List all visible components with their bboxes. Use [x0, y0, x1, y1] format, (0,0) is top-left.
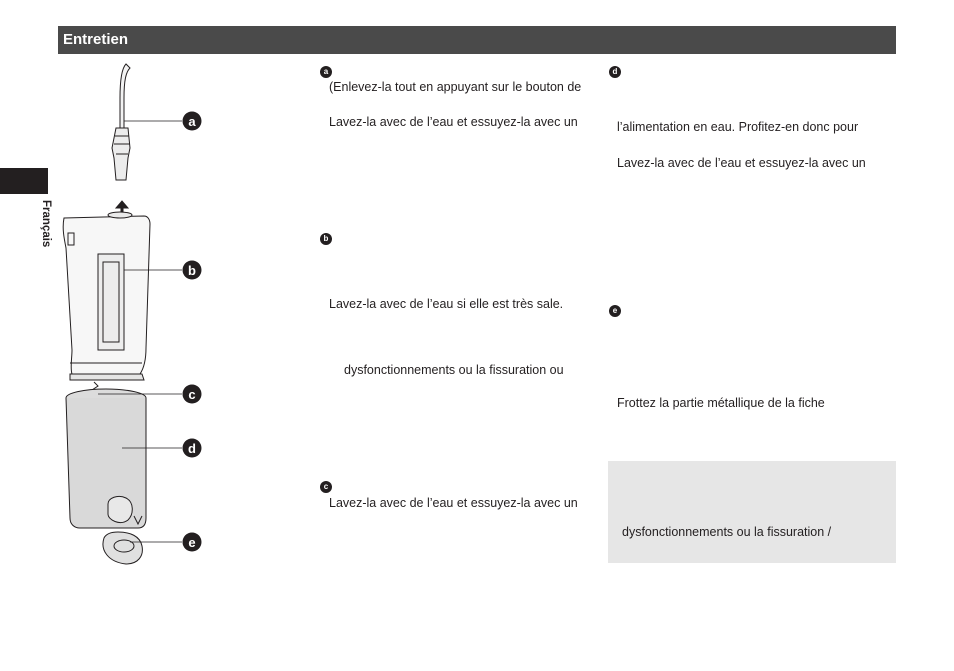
- nozzle: [120, 64, 130, 128]
- callout-b-label: b: [188, 263, 196, 278]
- water-tank: [66, 398, 146, 528]
- text-a-line2: Lavez-la avec de l’eau et essuyez-la avec un: [329, 115, 578, 129]
- handle-cap: [70, 374, 144, 380]
- language-tab-label: Français: [40, 200, 52, 248]
- badge-c: c: [320, 481, 332, 493]
- power-plug-cover: [103, 532, 142, 564]
- text-b-line1: Lavez-la avec de l’eau si elle est très sale.: [329, 297, 564, 311]
- callout-a-label: a: [188, 114, 196, 129]
- language-tab-marker: [0, 168, 48, 194]
- section-header: [58, 26, 896, 54]
- callout-d-label: d: [188, 441, 196, 456]
- text-e-line1: Frottez la partie métallique de la fiche: [617, 396, 825, 410]
- badge-e: e: [609, 305, 621, 317]
- water-flosser-illustration: [58, 58, 218, 578]
- badge-a: a: [320, 66, 332, 78]
- note-box: [608, 461, 896, 563]
- text-a-line1: (Enlevez-la tout en appuyant sur le bouton de: [329, 80, 582, 94]
- badge-b: b: [320, 233, 332, 245]
- text-d-line2: Lavez-la avec de l’eau et essuyez-la avec un: [617, 156, 866, 170]
- note-line1: dysfonctionnements ou la fissuration /: [622, 525, 832, 539]
- text-c-line1: Lavez-la avec de l’eau et essuyez-la avec un: [329, 496, 578, 510]
- text-d-line1: l’alimentation en eau. Profitez-en donc pour: [617, 120, 859, 134]
- badge-d: d: [609, 66, 621, 78]
- callout-c-label: c: [188, 387, 196, 402]
- callout-e-label: e: [188, 535, 196, 550]
- text-b-line2: dysfonctionnements ou la fissuration ou: [344, 363, 564, 377]
- section-title: Entretien: [63, 31, 129, 48]
